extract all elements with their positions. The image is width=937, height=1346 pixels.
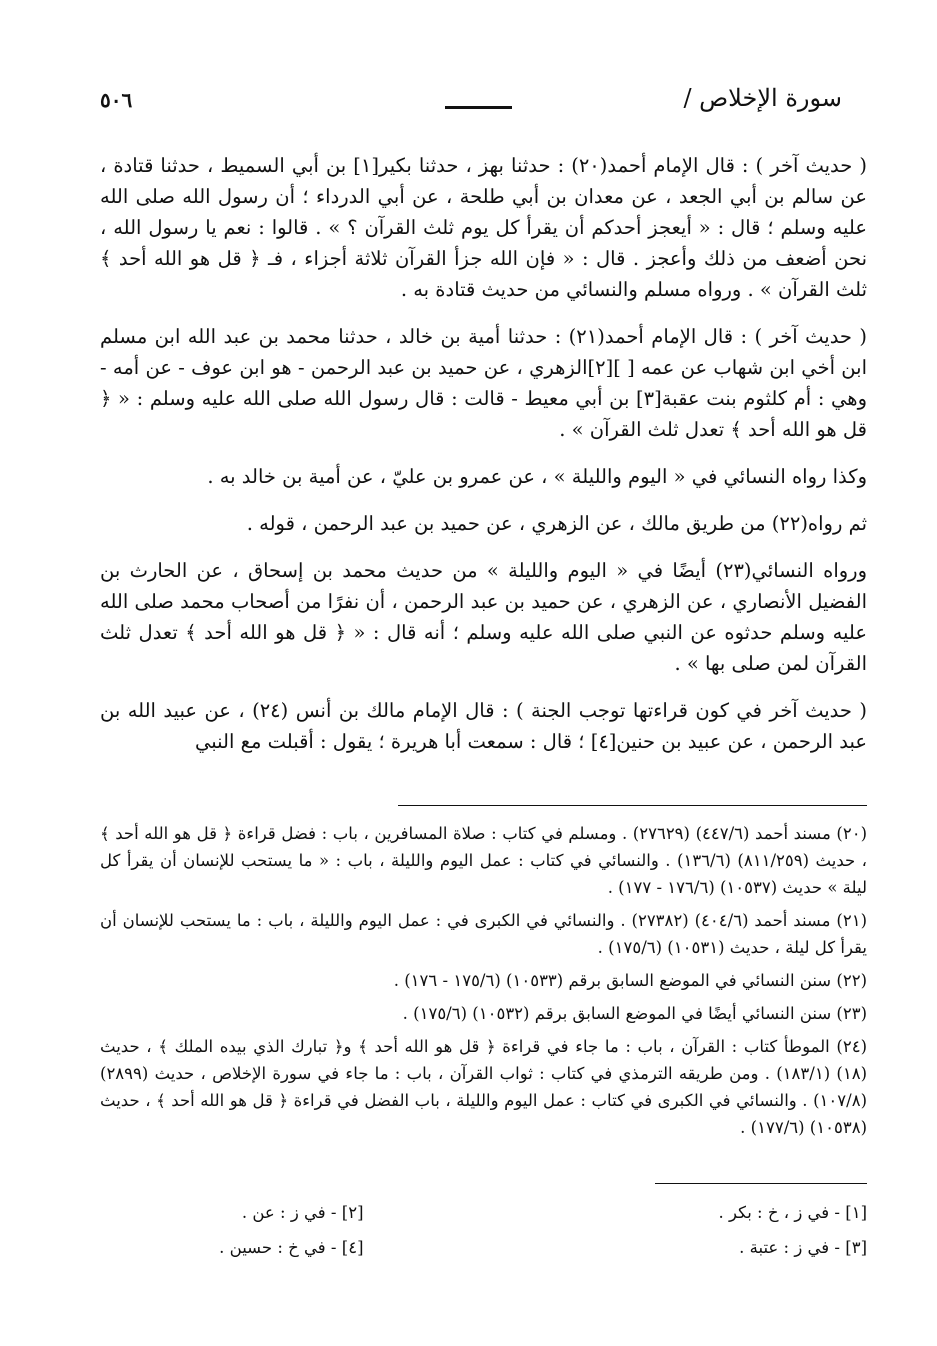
paragraph: ( حديث آخر ) : قال الإمام أحمد(٢٠) : حدثنا بهز ، حدثنا بكير[١] بن أبي السميط ، حدثنا قتادة ، عن سالم بن أبي الجعد ، عن معدان بن أبي طلحة ، عن أبي الدرداء ؛ أن رسول الله صلى الله عليه وسلم ؛ قال : « أيعجز أحدكم أن يقرأ كل يوم ثلث القرآن ؟ » . قالوا : نعم يا رسول الله ، نحن أضعف من ذلك وأعجز . قال : « فإن الله جزأ القرآن ثلاثة أجزاء ، فـ ﴿ قل هو الله أحد ﴾ ثلث القرآن » . ورواه مسلم والنسائي من حديث قتادة به .	[100, 154, 867, 301]
page-header	[100, 80, 842, 124]
page-number: ٥٠٦	[100, 88, 133, 112]
footnote-divider	[398, 805, 867, 806]
paragraph: ثم رواه(٢٢) من طريق مالك ، عن الزهري ، عن حميد بن عبد الرحمن ، قوله .	[246, 512, 867, 535]
variant-note: [١] - في ز ، خ : بكر .	[718, 1203, 867, 1222]
variant-note: [٢] - في ز : عن .	[241, 1203, 364, 1222]
manuscript-variants	[100, 1195, 867, 1265]
paragraph: ورواه النسائي(٢٣) أيضًا في « اليوم والليلة » من حديث محمد بن إسحاق ، عن الحارث بن الفضيل الأنصاري ، عن الزهري ، عن حميد بن عبد الرحمن ، أن نفرًا من أصحاب محمد صلى الله عليه وسلم حدثوه عن النبي صلى الله عليه وسلم ؛ أنه قال : « ﴿ قل هو الله أحد ﴾ تعدل ثلث القرآن لمن صلى بها » .	[100, 559, 868, 675]
paragraph: وكذا رواه النسائي في « اليوم والليلة » ، عن عمرو بن عليّ ، عن أمية بن خالد به .	[207, 465, 867, 488]
footnotes	[100, 820, 867, 1147]
footnote: (٢٣) سنن النسائي أيضًا في الموضع السابق برقم (١٠٥٣٢) (١٧٥/٦) .	[402, 1004, 867, 1023]
footnote: (٢١) مسند أحمد (٤٠٤/٦) (٢٧٣٨٢) . والنسائي في الكبرى في : عمل اليوم والليلة ، باب : ما يستحب للإنسان أن يقرأ كل ليلة ، حديث (١٠٥٣١) (١٧٥/٦) .	[100, 911, 867, 957]
footnote: (٢٢) سنن النسائي في الموضع السابق برقم (١٠٥٣٣) (١٧٥/٦ - ١٧٦) .	[393, 971, 867, 990]
surah-title: سورة الإخلاص /	[683, 84, 842, 112]
variants-divider	[655, 1183, 867, 1184]
header-rule	[445, 106, 512, 109]
footnote: (٢٠) مسند أحمد (٤٤٧/٦) (٢٧٦٢٩) . ومسلم في كتاب : صلاة المسافرين ، باب : فضل قراءة ﴿ قل هو الله أحد ﴾ ، حديث (٨١١/٢٥٩) (١٣٦/٦) . والنسائي في كتاب : عمل اليوم والليلة ، باب : « ما يستحب للإنسان أن يقرأ كل ليلة » حديث (١٠٥٣٧) (١٧٦/٦ - ١٧٧) .	[100, 824, 867, 897]
variant-note: [٣] - في ز : عتبة .	[739, 1238, 867, 1257]
paragraph: ( حديث آخر في كون قراءتها توجب الجنة ) : قال الإمام مالك بن أنس (٢٤) ، عن عبيد الله بن عبد الرحمن ، عن عبيد بن حنين[٤] ؛ قال : سمعت أبا هريرة ؛ يقول : أقبلت مع النبي	[100, 699, 867, 753]
variants-row	[100, 1230, 867, 1265]
main-text	[100, 150, 867, 773]
variants-row	[100, 1195, 867, 1230]
paragraph: ( حديث آخر ) : قال الإمام أحمد(٢١) : حدثنا أمية بن خالد ، حدثنا محمد بن عبد الله ابن مسلم ابن أخي ابن شهاب عن عمه [ ][٢]الزهري ، عن حميد بن عبد الرحمن - هو ابن عوف - عن أمه - وهي : أم كلثوم بنت عقبة[٣] بن أبي معيط - قالت : قال رسول الله صلى الله عليه وسلم : « ﴿ قل هو الله أحد ﴾ تعدل ثلث القرآن » .	[100, 325, 867, 441]
footnote: (٢٤) الموطأ كتاب : القرآن ، باب : ما جاء في قراءة ﴿ قل هو الله أحد ﴾ و﴿ تبارك الذي بيده الملك ﴾ ، حديث (١٨) (١٨٣/١) . ومن طريقه الترمذي في كتاب : ثواب القرآن ، باب : ما جاء في سورة الإخلاص ، حديث (٢٨٩٩) (١٠٧/٨) . والنسائي في الكبرى في كتاب : عمل اليوم والليلة ، باب الفضل في قراءة ﴿ قل هو الله أحد ﴾ ، حديث (١٠٥٣٨) (١٧٧/٦) .	[100, 1037, 867, 1137]
variant-note: [٤] - في خ : حسين .	[219, 1238, 364, 1257]
